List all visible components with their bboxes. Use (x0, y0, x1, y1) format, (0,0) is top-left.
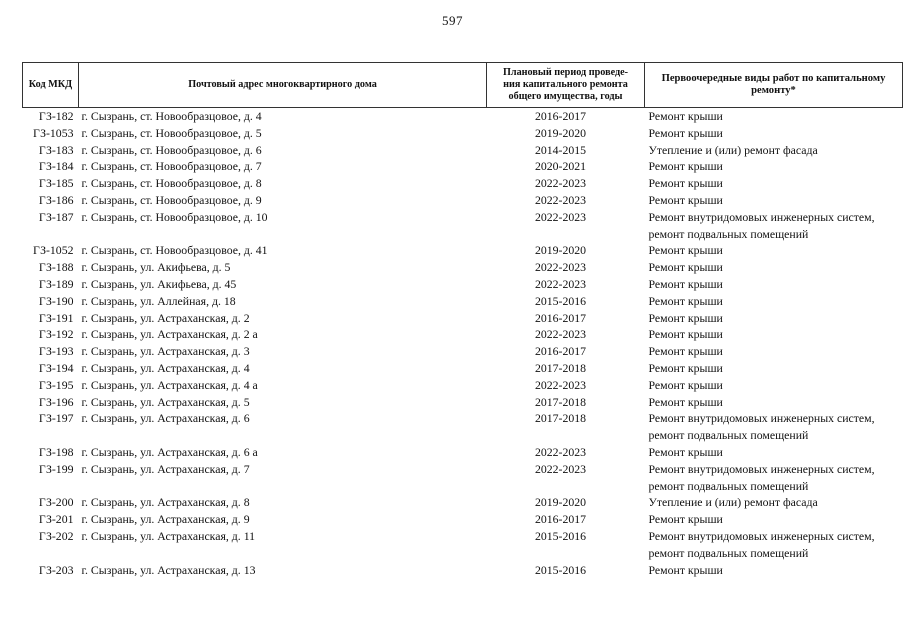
row-code: ГЗ-193 (38, 344, 74, 359)
row-works-line: Ремонт крыши (648, 360, 723, 375)
row-period: 2016-2017 (534, 344, 587, 359)
row-address: г. Сызрань, ул. Астраханская, д. 2 а (81, 327, 258, 342)
row-works-line: Ремонт крыши (648, 394, 723, 409)
row-works (645, 259, 903, 276)
row-works (645, 125, 903, 142)
row-period: 2022-2023 (534, 327, 587, 342)
row-works (645, 192, 903, 209)
row-period: 2022-2023 (534, 444, 587, 459)
row-code: ГЗ-194 (38, 360, 74, 375)
row-works (645, 377, 903, 394)
row-period: 2017-2018 (534, 394, 587, 409)
row-period: 2015-2016 (534, 562, 587, 577)
row-works (645, 310, 903, 327)
table-row (23, 192, 903, 209)
row-works (645, 494, 903, 511)
table-row (23, 461, 903, 495)
row-address: г. Сызрань, ст. Новообразцовое, д. 8 (81, 176, 262, 191)
row-code: ГЗ-187 (38, 209, 74, 224)
page-number: 597 (442, 13, 463, 28)
row-code: ГЗ-189 (38, 276, 74, 291)
row-works (645, 108, 903, 125)
row-period: 2022-2023 (534, 192, 587, 207)
row-code: ГЗ-184 (38, 159, 74, 174)
row-period: 2019-2020 (534, 125, 587, 140)
row-works (645, 326, 903, 343)
table-row (23, 293, 903, 310)
row-period: 2020-2021 (534, 159, 587, 174)
row-works-line: Ремонт крыши (648, 512, 723, 527)
row-address: г. Сызрань, ул. Астраханская, д. 4 (81, 360, 250, 375)
header-period (487, 63, 645, 108)
row-address: г. Сызрань, ст. Новообразцовое, д. 5 (81, 125, 262, 140)
row-works-line: Ремонт внутридомовых инженерных систем, (648, 528, 875, 543)
row-works (645, 562, 903, 579)
row-period: 2019-2020 (534, 243, 587, 258)
row-works-line: Ремонт внутридомовых инженерных систем, (648, 461, 875, 476)
row-period: 2022-2023 (534, 377, 587, 392)
table-row (23, 360, 903, 377)
row-address: г. Сызрань, ул. Астраханская, д. 3 (81, 344, 250, 359)
row-period: 2022-2023 (534, 461, 587, 476)
table-row (23, 310, 903, 327)
header-code: Код МКД (23, 63, 79, 108)
row-code: ГЗ-198 (38, 444, 74, 459)
row-code: ГЗ-199 (38, 461, 74, 476)
row-works-line: Утепление и (или) ремонт фасада (648, 142, 818, 157)
header-works-line: Первоочередные виды работ по капитальному (661, 73, 886, 84)
row-works-line: ремонт подвальных помещений (648, 478, 809, 493)
row-works-line: Ремонт крыши (648, 176, 723, 191)
table-row (23, 276, 903, 293)
row-works (645, 360, 903, 377)
table-row (23, 511, 903, 528)
row-period: 2016-2017 (534, 109, 587, 123)
row-works-line: ремонт подвальных помещений (648, 226, 809, 241)
row-code: ГЗ-183 (38, 142, 74, 157)
row-works-line: Ремонт крыши (648, 260, 723, 275)
table-header (23, 63, 903, 108)
row-period: 2022-2023 (534, 260, 587, 275)
table-row (23, 108, 903, 125)
row-code: ГЗ-200 (38, 495, 74, 510)
row-works-line: Ремонт крыши (648, 192, 723, 207)
row-address: г. Сызрань, ст. Новообразцовое, д. 7 (81, 159, 262, 174)
row-works (645, 276, 903, 293)
row-works (645, 343, 903, 360)
row-address: г. Сызрань, ул. Аллейная, д. 18 (81, 293, 236, 308)
row-code: ГЗ-1052 (32, 243, 74, 258)
housing-repair-table (22, 62, 903, 578)
row-period: 2022-2023 (534, 209, 587, 224)
row-works (645, 461, 903, 495)
row-address: г. Сызрань, ул. Астраханская, д. 7 (81, 461, 250, 476)
row-code: ГЗ-192 (38, 327, 74, 342)
table-row (23, 343, 903, 360)
row-period: 2015-2016 (534, 528, 587, 543)
row-code: ГЗ-190 (38, 293, 74, 308)
row-works (645, 511, 903, 528)
row-works-line: Ремонт внутридомовых инженерных систем, (648, 411, 875, 426)
header-works (645, 63, 903, 108)
table-row (23, 125, 903, 142)
row-period: 2022-2023 (534, 276, 587, 291)
row-code: ГЗ-203 (38, 562, 74, 577)
row-code: ГЗ-195 (38, 377, 74, 392)
header-works-line: ремонту* (751, 85, 796, 96)
row-works-line: Ремонт крыши (648, 276, 723, 291)
row-address: г. Сызрань, ул. Астраханская, д. 5 (81, 394, 250, 409)
row-period: 2017-2018 (534, 411, 587, 426)
table-row (23, 528, 903, 562)
row-address: г. Сызрань, ул. Астраханская, д. 6 (81, 411, 250, 426)
row-code: ГЗ-1053 (32, 125, 74, 140)
row-period: 2022-2023 (534, 176, 587, 191)
table-row (23, 209, 903, 243)
row-works (645, 394, 903, 411)
row-works-line: Ремонт крыши (648, 562, 723, 577)
row-address: г. Сызрань, ст. Новообразцовое, д. 9 (81, 192, 262, 207)
table-row (23, 242, 903, 259)
row-works-line: Ремонт крыши (648, 310, 723, 325)
row-address: г. Сызрань, ул. Астраханская, д. 6 а (81, 444, 258, 459)
row-works-line: ремонт подвальных помещений (648, 545, 809, 560)
row-address: г. Сызрань, ул. Астраханская, д. 8 (81, 495, 250, 510)
table-body (23, 108, 903, 579)
header-period-line: Плановый период проведе- (502, 67, 629, 78)
row-works-line: Утепление и (или) ремонт фасада (648, 495, 818, 510)
row-works-line: Ремонт крыши (648, 344, 723, 359)
row-works-line: Ремонт крыши (648, 109, 723, 123)
row-works (645, 410, 903, 444)
row-works-line: Ремонт крыши (648, 243, 723, 258)
row-address: г. Сызрань, ул. Астраханская, д. 9 (81, 512, 250, 527)
row-address: г. Сызрань, ул. Астраханская, д. 11 (81, 528, 256, 543)
table-row (23, 562, 903, 579)
row-address: г. Сызрань, ул. Астраханская, д. 2 (81, 310, 250, 325)
row-code: ГЗ-201 (38, 512, 74, 527)
header-period-line: ния капитального ремонта (503, 79, 628, 90)
row-code: ГЗ-188 (38, 260, 74, 275)
table-row (23, 326, 903, 343)
row-address: г. Сызрань, ст. Новообразцовое, д. 6 (81, 142, 262, 157)
row-code: ГЗ-186 (38, 192, 74, 207)
table-row (23, 175, 903, 192)
row-works (645, 242, 903, 259)
row-address: г. Сызрань, ул. Астраханская, д. 13 (81, 562, 256, 577)
row-code: ГЗ-185 (38, 176, 74, 191)
table-row (23, 158, 903, 175)
row-works-line: Ремонт внутридомовых инженерных систем, (648, 209, 875, 224)
row-works (645, 175, 903, 192)
row-works (645, 158, 903, 175)
row-address: г. Сызрань, ст. Новообразцовое, д. 4 (81, 109, 262, 123)
row-period: 2017-2018 (534, 360, 587, 375)
table-row (23, 444, 903, 461)
row-works (645, 444, 903, 461)
row-period: 2016-2017 (534, 512, 587, 527)
row-period: 2015-2016 (534, 293, 587, 308)
row-period: 2014-2015 (534, 142, 587, 157)
row-period: 2019-2020 (534, 495, 587, 510)
row-code: ГЗ-182 (38, 109, 74, 123)
row-period: 2016-2017 (534, 310, 587, 325)
row-works-line: ремонт подвальных помещений (648, 428, 809, 443)
table-row (23, 259, 903, 276)
row-works-line: Ремонт крыши (648, 159, 723, 174)
row-address: г. Сызрань, ул. Астраханская, д. 4 а (81, 377, 258, 392)
table-row (23, 377, 903, 394)
header-address: Почтовый адрес многоквартирного дома (79, 63, 487, 108)
row-code: ГЗ-196 (38, 394, 74, 409)
table-row (23, 394, 903, 411)
row-works (645, 142, 903, 159)
header-period-line: общего имущества, годы (508, 91, 623, 102)
table-row (23, 410, 903, 444)
row-works-line: Ремонт крыши (648, 125, 723, 140)
row-code: ГЗ-191 (38, 310, 74, 325)
table-row (23, 494, 903, 511)
row-address: г. Сызрань, ст. Новообразцовое, д. 10 (81, 209, 268, 224)
row-works-line: Ремонт крыши (648, 293, 723, 308)
row-address: г. Сызрань, ул. Акифьева, д. 5 (81, 260, 231, 275)
row-works (645, 528, 903, 562)
row-works-line: Ремонт крыши (648, 444, 723, 459)
row-works-line: Ремонт крыши (648, 327, 723, 342)
row-address: г. Сызрань, ст. Новообразцовое, д. 41 (81, 243, 268, 258)
row-works (645, 209, 903, 243)
row-code: ГЗ-202 (38, 528, 74, 543)
row-code: ГЗ-197 (38, 411, 74, 426)
row-address: г. Сызрань, ул. Акифьева, д. 45 (81, 276, 237, 291)
row-works (645, 293, 903, 310)
row-works-line: Ремонт крыши (648, 377, 723, 392)
table-row (23, 142, 903, 159)
